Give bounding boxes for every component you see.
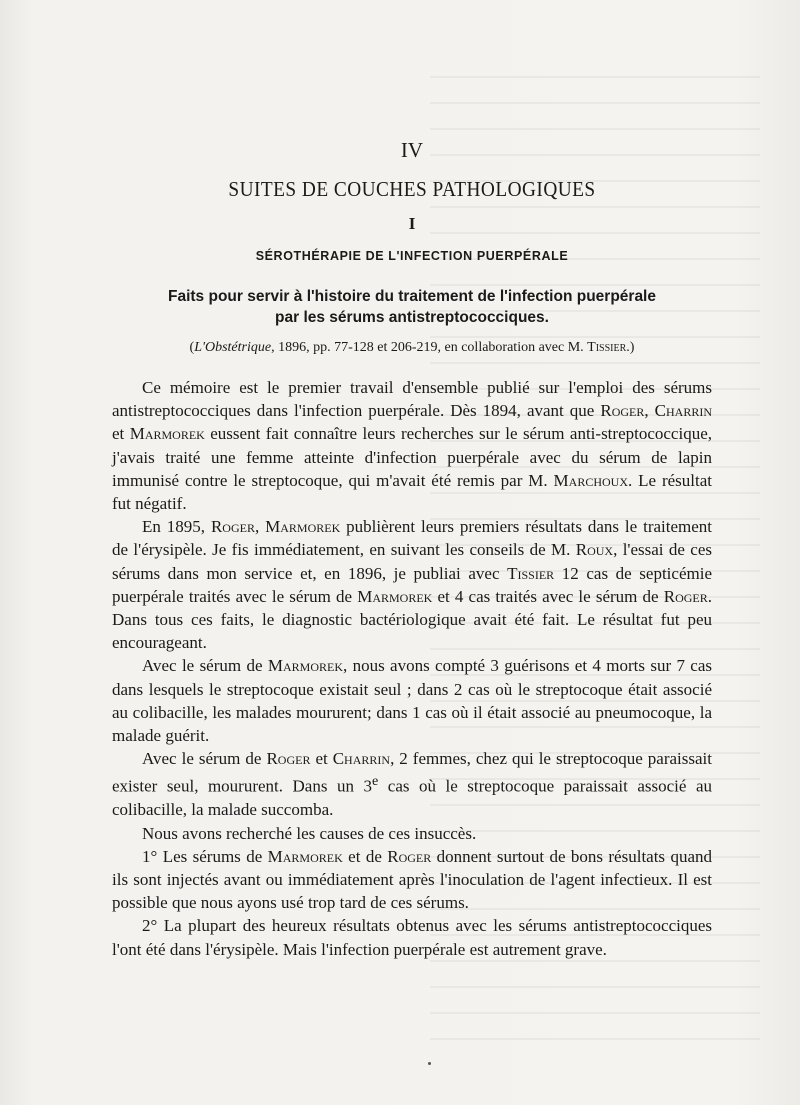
citation-open: (: [189, 340, 195, 355]
p2-name-marmorek-2: Marmorek: [357, 586, 433, 606]
citation-journal: L'Obstétrique: [194, 340, 272, 355]
p1-text-e: . Le résultat fut négatif.: [112, 470, 713, 514]
paragraph-2: [112, 515, 712, 654]
citation-close: .): [626, 340, 635, 355]
p6-text-b: et de: [342, 846, 388, 866]
p2-text-c: publièrent leurs premiers résultats dans le traitement de l'érysipèle. Je fis immédiatement, en suivant les conseils de M.: [112, 517, 713, 560]
paragraph-1: [112, 376, 712, 515]
article-subtitle: [112, 286, 712, 328]
p6-number: 1°: [142, 846, 158, 866]
chapter-title: SUITES DE COUCHES PATHOLOGIQUES: [228, 177, 596, 201]
p7-text-a: La plupart des heureux résultats obtenus avec les sérums antistreptococciques l'ont été dans l'érysipèle. Mais l'infection puerpérale est autrement grave.: [112, 916, 712, 959]
p3-text-a: Avec le sérum de: [142, 656, 268, 676]
citation: [112, 338, 712, 358]
paragraph-4: [112, 747, 712, 821]
p1-name-marmorek: Marmorek: [129, 424, 205, 444]
p3-text-b: , nous avons compté 3 guérisons et 4 morts sur 7 cas dans lesquels le streptocoque existait seul ; dans 2 cas où le streptocoque était associé au colibacille, les malades moururent; dans 1 cas où il était associé au pneumocoque, la malade guérit.: [112, 656, 713, 746]
p7-number: 2°: [142, 916, 158, 936]
p2-text-f: et 4 cas traités avec le sérum de: [432, 586, 664, 606]
paragraph-5: Nous avons recherché les causes de ces insuccès.: [142, 823, 477, 843]
subtitle-line-2: par les sérums antistreptococciques.: [275, 309, 549, 326]
p6-name-roger: Roger: [387, 846, 432, 866]
p4-name-roger: Roger: [266, 749, 311, 769]
p1-name-charrin: Charrin: [654, 401, 712, 421]
p4-text-d: cas où le streptocoque paraissait associé au colibacille, la malade succomba.: [112, 777, 712, 820]
section-numeral: I: [408, 214, 416, 233]
p2-text-e: 12 cas de septicémie puerpérale traités avec le sérum de: [112, 563, 712, 606]
p2-name-marmorek: Marmorek: [265, 517, 341, 537]
p2-name-tissier: Tissier: [507, 563, 555, 583]
p4-text-a: Avec le sérum de: [142, 749, 267, 769]
p2-name-roux: Roux: [575, 540, 614, 560]
p1-text-a: Ce mémoire est le premier travail d'ensemble publié sur l'emploi des sérums antistreptococciques dans l'infection puerpérale. Dès 1894, avant que: [112, 378, 712, 421]
page-content: [112, 138, 712, 961]
p4-superscript: e: [371, 773, 379, 790]
p1-name-marchoux: Marchoux: [553, 470, 628, 490]
p2-name-roger-2: Roger: [663, 586, 708, 606]
p1-text-d: eussent fait connaître leurs recherches sur le sérum anti-streptococcique, j'avais traité une femme atteinte d'infection puerpérale avec du sérum de lapin immunisé contre le streptocoque, qui m'avait été remis par M.: [112, 424, 712, 490]
subtitle-line-1: Faits pour servir à l'histoire du traitement de l'infection puerpérale: [168, 288, 656, 305]
p4-name-charrin: Charrin: [332, 749, 391, 769]
print-speck: [428, 1062, 431, 1065]
p1-text-c: et: [112, 424, 130, 444]
p1-text-b: ,: [644, 401, 655, 421]
p2-name-roger: Roger: [210, 517, 255, 537]
paragraph-3: [112, 654, 712, 747]
section-title: SÉROTHÉRAPIE DE L'INFECTION PUERPÉRALE: [255, 249, 569, 263]
paragraph-6: [112, 845, 712, 915]
p3-name-marmorek: Marmorek: [267, 656, 343, 676]
p2-text-b: ,: [254, 517, 266, 537]
citation-details: , 1896, pp. 77-128 et 206-219, en collaboration avec M.: [271, 340, 588, 355]
p6-name-marmorek: Marmorek: [267, 846, 343, 866]
paragraph-7: [112, 914, 712, 960]
citation-author: Tissier: [587, 340, 627, 355]
p1-name-roger: Roger: [600, 401, 645, 421]
p2-text-g: . Dans tous ces faits, le diagnostic bactériologique avait été fait. Le résultat fut peu encourageant.: [112, 586, 712, 653]
p6-text-c: donnent surtout de bons résultats quand ils sont injectés avant ou immédiatement après l'inoculation de l'agent infectieux. Il est possible que nous ayons usé trop tard de ces sérums.: [112, 846, 712, 913]
chapter-numeral: IV: [400, 138, 424, 162]
p4-text-c: , 2 femmes, chez qui le streptocoque paraissait exister seul, moururent. Dans un 3: [112, 749, 713, 797]
p2-text-a: En 1895,: [142, 517, 211, 537]
p6-text-a: Les sérums de: [157, 846, 268, 866]
p2-text-d: , l'essai de ces sérums dans mon service et, en 1896, je publiai avec: [112, 540, 712, 583]
p4-text-b: et: [310, 749, 333, 769]
